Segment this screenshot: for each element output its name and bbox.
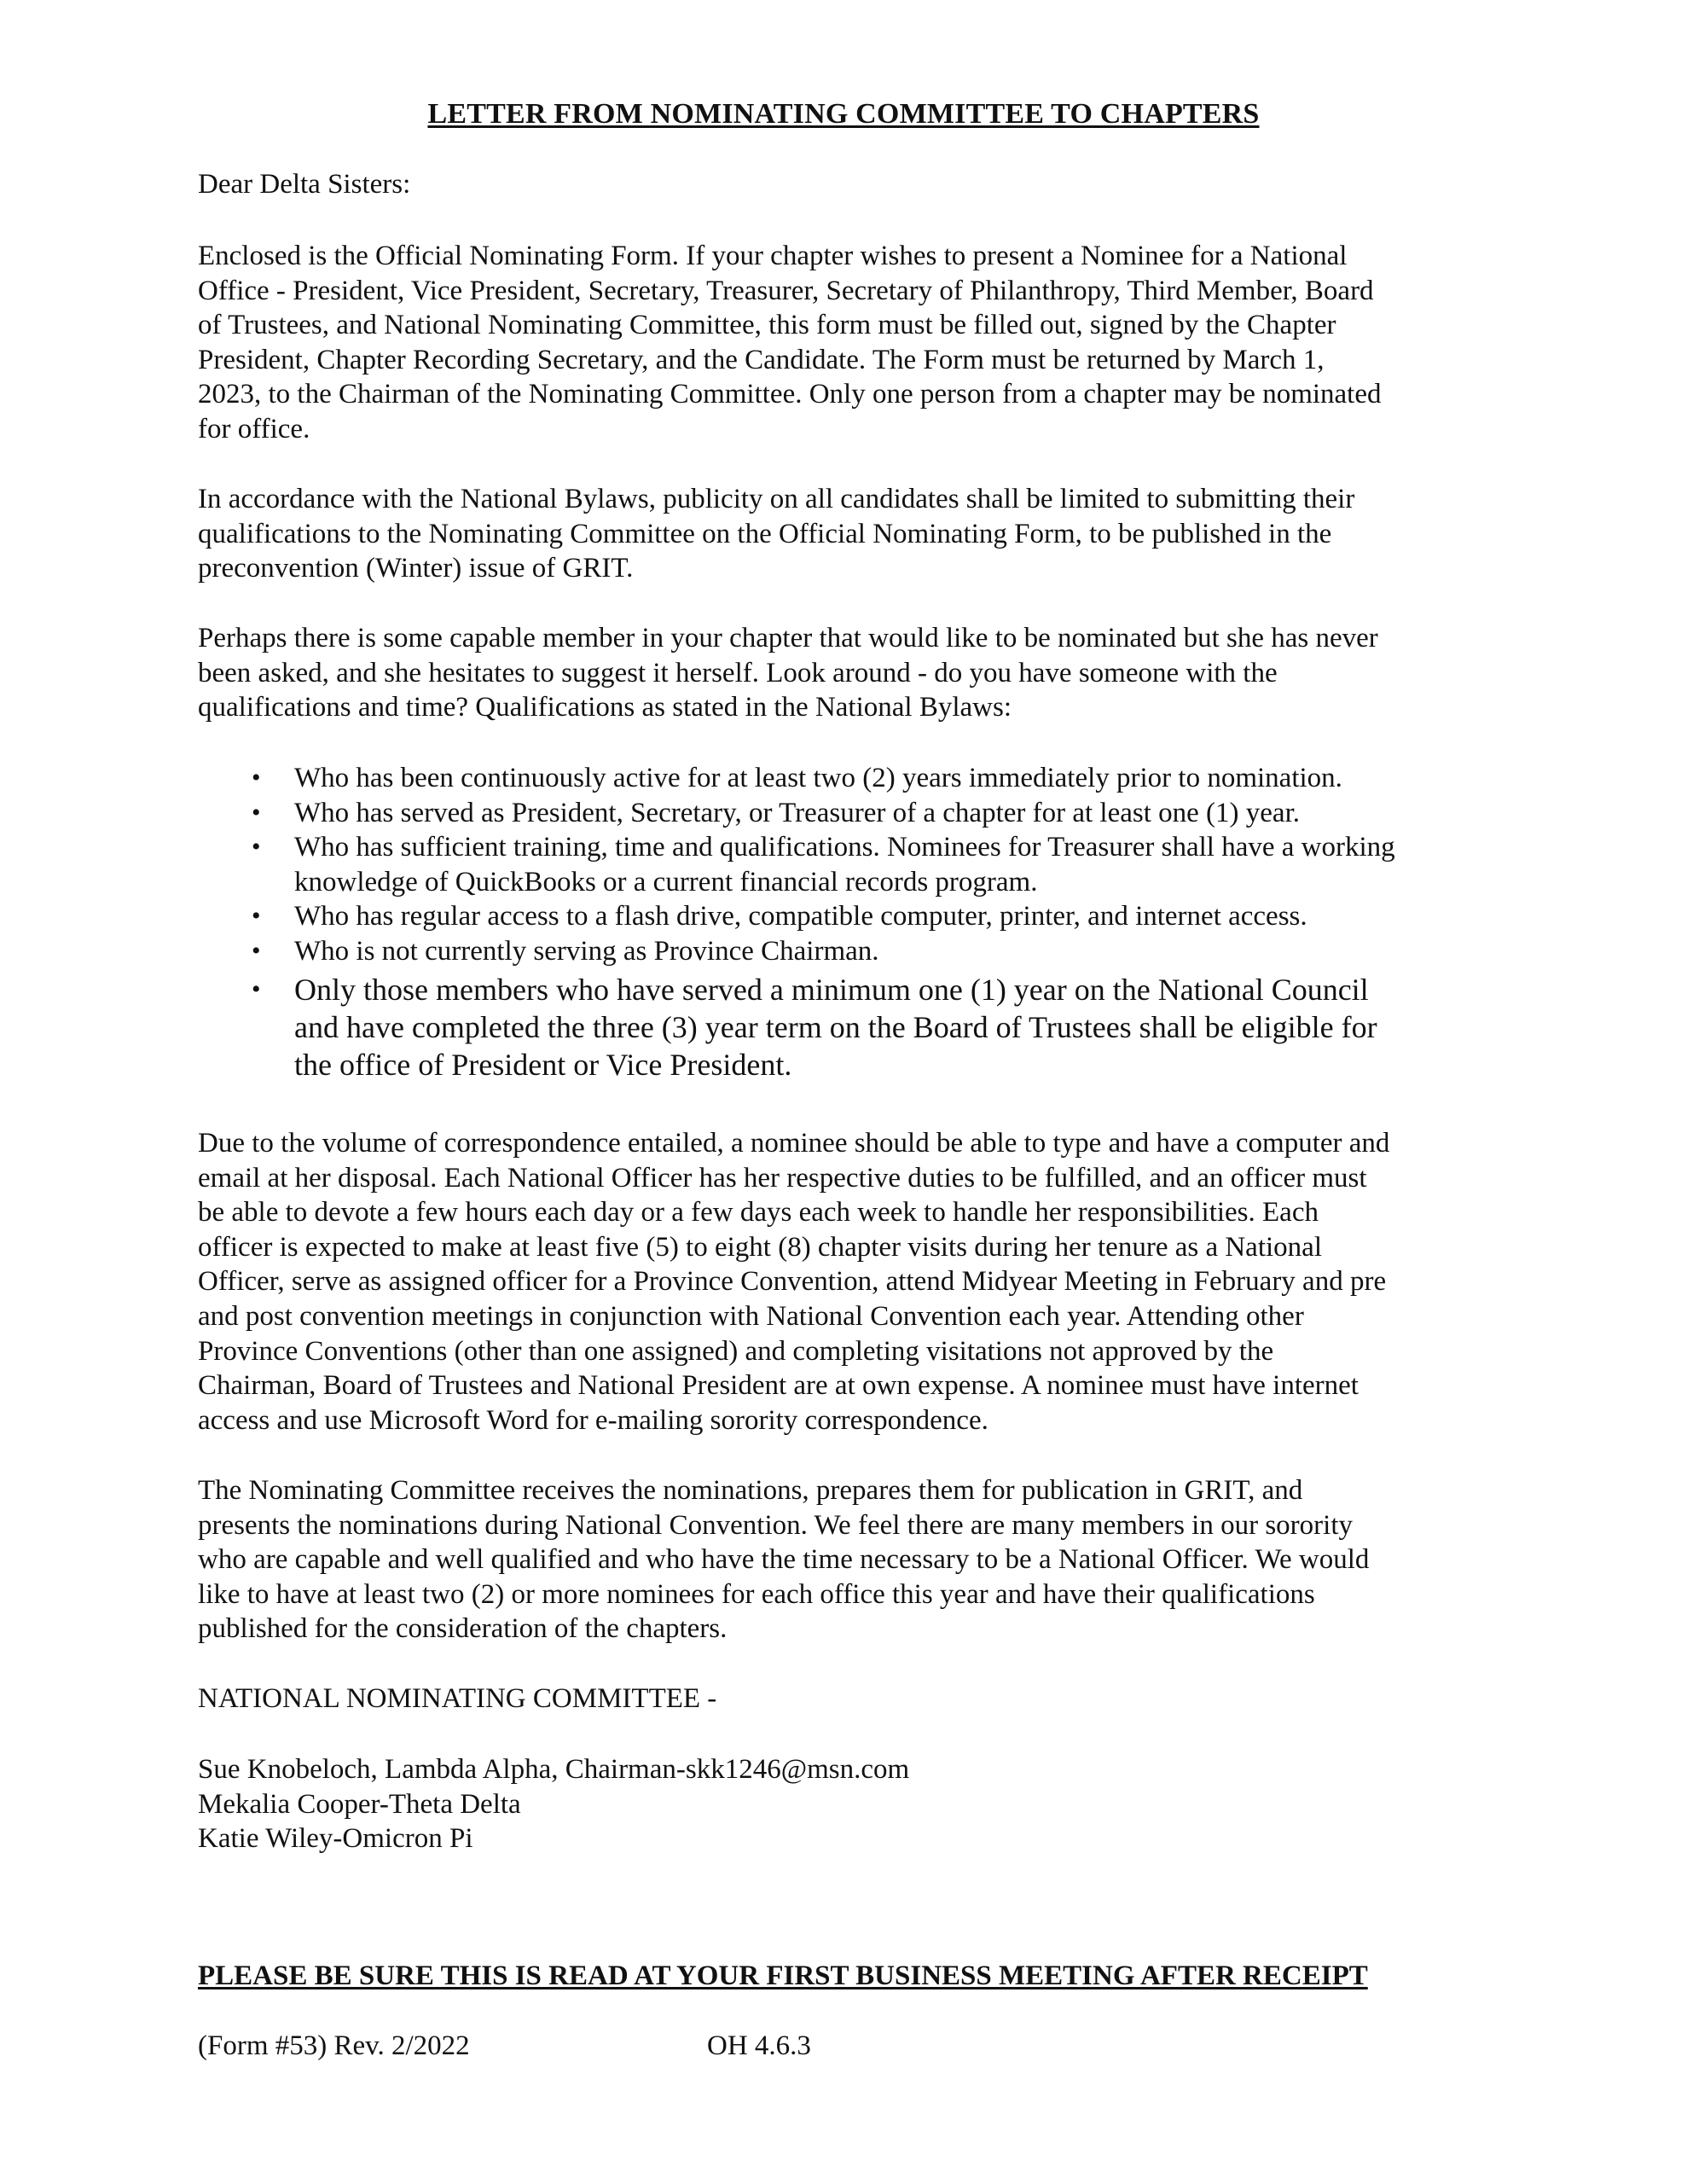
committee-member: Mekalia Cooper-Theta Delta [198, 1788, 521, 1820]
paragraph-line: been asked, and she hesitates to suggest it herself. Look around - do you have someone with the [198, 657, 1278, 688]
paragraph-line: Perhaps there is some capable member in your chapter that would like to be nominated but she has never [198, 623, 1378, 653]
list-item [198, 899, 1503, 934]
list-item-text: Only those members who have served a minimum one (1) year on the National Council [294, 972, 1369, 1007]
paragraph-line: for office. [198, 413, 310, 444]
paragraph-line: Enclosed is the Official Nominating Form. If your chapter wishes to present a Nominee for a National [198, 241, 1348, 271]
bullet-icon: • [252, 936, 261, 965]
list-item-text: Who has been continuously active for at least two (2) years immediately prior to nomination. [294, 763, 1342, 793]
bullet-icon: • [252, 764, 261, 792]
paragraph-line: Officer, serve as assigned officer for a Province Convention, attend Midyear Meeting in February and pre [198, 1266, 1387, 1298]
paragraph-line: Chairman, Board of Trustees and National President are at own expense. A nominee must have internet [198, 1370, 1359, 1402]
paragraph-line: published for the consideration of the chapters. [198, 1613, 728, 1645]
list-item-text: Who has served as President, Secretary, or Treasurer of a chapter for at least one (1) year. [294, 797, 1300, 828]
list-item [198, 934, 1503, 969]
handbook-reference: OH 4.6.3 [707, 2030, 811, 2061]
bullet-icon: • [252, 902, 261, 931]
paragraph-line: In accordance with the National Bylaws, publicity on all candidates shall be limited to submitting their [198, 484, 1355, 514]
greeting: Dear Delta Sisters: [198, 169, 411, 200]
paragraph-line: like to have at least two (2) or more nominees for each office this year and have their qualifications [198, 1578, 1315, 1610]
paragraph-committee-process [198, 1473, 1503, 1647]
paragraph-officer-duties [198, 1126, 1503, 1438]
letter-title: LETTER FROM NOMINATING COMMITTEE TO CHAPTERS [427, 98, 1260, 130]
list-item-text: Who is not currently serving as Province Chairman. [294, 935, 879, 967]
paragraph-line: who are capable and well qualified and who have the time necessary to be a National Officer. We would [198, 1544, 1370, 1576]
list-item-text: knowledge of QuickBooks or a current financial records program. [294, 866, 1038, 897]
paragraph-bylaws-publicity [198, 482, 1503, 586]
paragraph-line: preconvention (Winter) issue of GRIT. [198, 553, 634, 584]
list-item-text: Who has regular access to a flash drive, compatible computer, printer, and internet access. [294, 901, 1307, 932]
bullet-icon: • [252, 974, 261, 1003]
paragraph-line: qualifications to the Nominating Committee on the Official Nominating Form, to be published in the [198, 518, 1332, 549]
list-item [198, 971, 1503, 1083]
paragraph-line: qualifications and time? Qualifications as stated in the National Bylaws: [198, 692, 1012, 723]
paragraph-line: access and use Microsoft Word for e-mailing sorority correspondence. [198, 1404, 988, 1436]
paragraph-line: President, Chapter Recording Secretary, and the Candidate. The Form must be returned by March 1, [198, 344, 1325, 375]
qualifications-list [198, 761, 1503, 1083]
list-item-text: the office of President or Vice President. [294, 1047, 792, 1082]
list-item-text: and have completed the three (3) year term on the Board of Trustees shall be eligible for [294, 1009, 1377, 1044]
paragraph-line: presents the nominations during National Convention. We feel there are many members in our sorority [198, 1509, 1353, 1541]
paragraph-capable-member [198, 621, 1503, 725]
committee-members [198, 1752, 1503, 1856]
bullet-icon: • [252, 798, 261, 827]
paragraph-line: and post convention meetings in conjunction with National Convention each year. Attending other [198, 1300, 1304, 1332]
committee-member: Sue Knobeloch, Lambda Alpha, Chairman-skk1246@msn.com [198, 1754, 910, 1785]
paragraph-line: Province Conventions (other than one assigned) and completing visitations not approved by the [198, 1335, 1274, 1367]
paragraph-line: 2023, to the Chairman of the Nominating Committee. Only one person from a chapter may be nominated [198, 379, 1382, 410]
read-notice: PLEASE BE SURE THIS IS READ AT YOUR FIRST BUSINESS MEETING AFTER RECEIPT [198, 1960, 1368, 1991]
paragraph-line: of Trustees, and National Nominating Committee, this form must be filled out, signed by the Chapter [198, 310, 1336, 341]
paragraph-line: be able to devote a few hours each day or a few days each week to handle her responsibilities. Each [198, 1197, 1319, 1228]
committee-member: Katie Wiley-Omicron Pi [198, 1823, 473, 1855]
paragraph-line: Office - President, Vice President, Secretary, Treasurer, Secretary of Philanthropy, Third Member, Board [198, 275, 1374, 306]
bullet-icon: • [252, 833, 261, 862]
paragraph-nominating-form [198, 239, 1503, 447]
form-revision: (Form #53) Rev. 2/2022 [198, 2030, 470, 2061]
paragraph-line: email at her disposal. Each National Officer has her respective duties to be fulfilled, and an officer must [198, 1162, 1367, 1194]
list-item [198, 830, 1503, 899]
list-item [198, 761, 1503, 796]
paragraph-line: Due to the volume of correspondence entailed, a nominee should be able to type and have a computer and [198, 1128, 1390, 1159]
paragraph-line: officer is expected to make at least five (5) to eight (8) chapter visits during her tenure as a National [198, 1231, 1322, 1263]
paragraph-line: The Nominating Committee receives the nominations, prepares them for publication in GRIT, and [198, 1475, 1303, 1506]
committee-heading: NATIONAL NOMINATING COMMITTEE - [198, 1683, 717, 1714]
list-item-text: Who has sufficient training, time and qualifications. Nominees for Treasurer shall have a working [294, 832, 1395, 863]
list-item [198, 796, 1503, 831]
